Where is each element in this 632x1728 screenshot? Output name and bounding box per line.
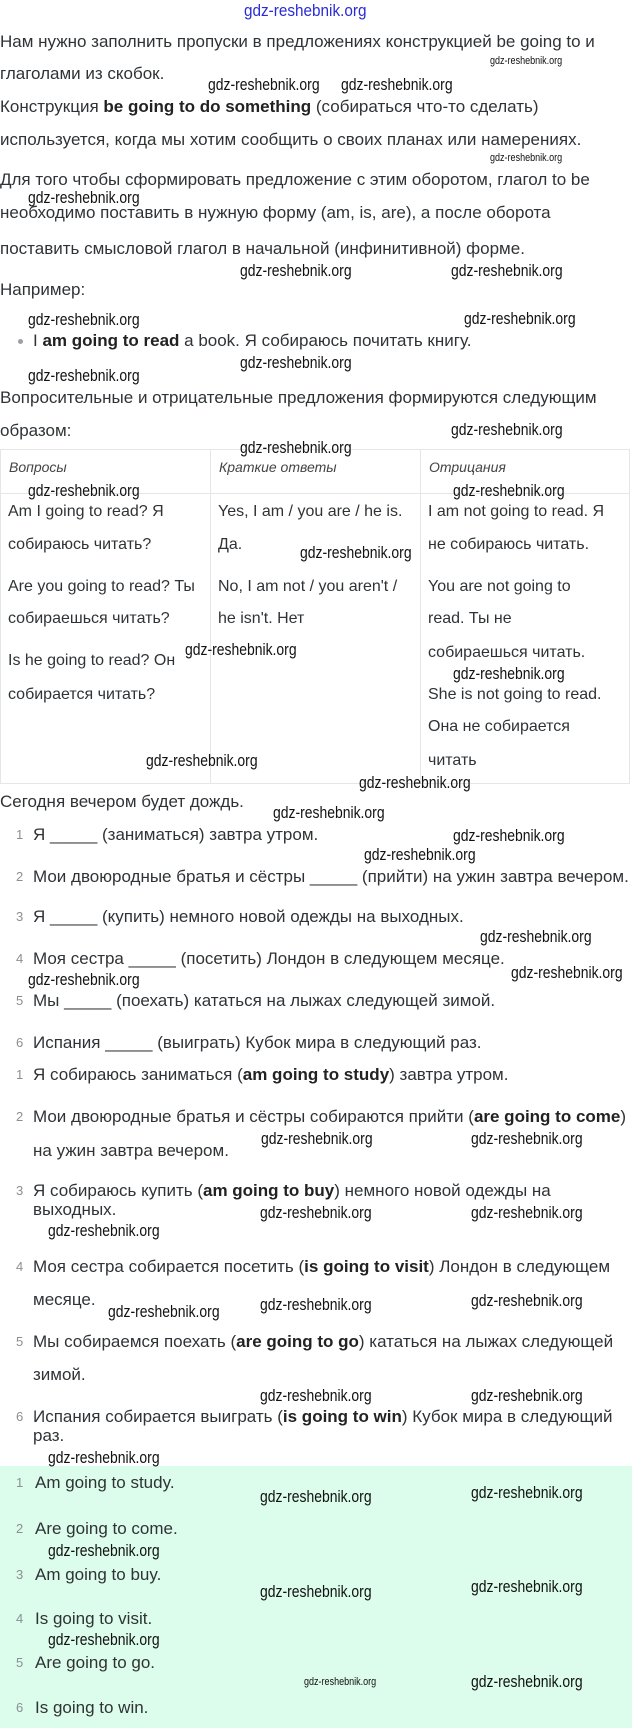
item-number: 6 bbox=[16, 1409, 24, 1424]
table-header-negations: Отрицания bbox=[429, 459, 506, 475]
text: ) кататься на лыжах следующей bbox=[358, 1332, 614, 1351]
task-title: Сегодня вечером будет дождь. bbox=[0, 792, 244, 811]
watermark-text: gdz-reshebnik.org bbox=[304, 1676, 377, 1688]
intro-line: образом: bbox=[0, 421, 72, 440]
watermark-text: gdz-reshebnik.org bbox=[261, 1129, 373, 1148]
item-number: 4 bbox=[16, 1259, 24, 1274]
intro-line: глаголами из скобок. bbox=[0, 64, 165, 83]
table-cell-line: собирается читать? bbox=[8, 686, 156, 703]
text: Конструкция bbox=[0, 97, 104, 116]
column-divider bbox=[420, 450, 421, 783]
watermark-text: gdz-reshebnik.org bbox=[260, 1295, 372, 1314]
table-cell-line: не собираюсь читать. bbox=[428, 536, 590, 553]
text: (собираться что-то сделать) bbox=[311, 97, 539, 116]
intro-line: Для того чтобы сформировать предложение с этим оборотом, глагол to be bbox=[0, 170, 590, 189]
column-divider bbox=[210, 450, 211, 783]
watermark-text: gdz-reshebnik.org bbox=[28, 188, 140, 207]
table-cell-line: собираешься читать? bbox=[8, 610, 170, 627]
item-number: 2 bbox=[16, 869, 24, 884]
item-number: 2 bbox=[16, 1521, 24, 1536]
watermark-text: gdz-reshebnik.org bbox=[341, 75, 453, 94]
text: Испания собирается выиграть ( bbox=[33, 1407, 283, 1426]
item-number: 5 bbox=[16, 1334, 24, 1349]
watermark-text: gdz-reshebnik.org bbox=[185, 640, 297, 659]
bold-text: am going to study bbox=[242, 1065, 390, 1084]
text: ) завтра утром. bbox=[389, 1065, 509, 1084]
table-cell-line: No, I am not / you aren't / bbox=[218, 578, 398, 595]
translation-item-continued: месяце. bbox=[33, 1290, 96, 1309]
watermark-text: gdz-reshebnik.org bbox=[28, 310, 140, 329]
table-header-short-answers: Краткие ответы bbox=[219, 459, 337, 475]
item-number: 6 bbox=[16, 1700, 24, 1715]
translation-item bbox=[33, 1331, 613, 1353]
watermark-text: gdz-reshebnik.org bbox=[28, 481, 140, 500]
watermark-text: gdz-reshebnik.org bbox=[490, 152, 563, 164]
watermark-text: gdz-reshebnik.org bbox=[300, 543, 412, 562]
watermark-text: gdz-reshebnik.org bbox=[471, 1291, 583, 1310]
intro-line: поставить смысловой глагол в начальной (инфинитивной) форме. bbox=[0, 239, 525, 258]
item-number: 3 bbox=[16, 1567, 24, 1582]
watermark-text: gdz-reshebnik.org bbox=[471, 1672, 583, 1691]
watermark-text: gdz-reshebnik.org bbox=[146, 751, 258, 770]
item-number: 6 bbox=[16, 1035, 24, 1050]
watermark-text: gdz-reshebnik.org bbox=[471, 1386, 583, 1405]
watermark-text: gdz-reshebnik.org bbox=[273, 803, 385, 822]
answer-item: Are going to come. bbox=[35, 1519, 178, 1538]
intro-line: необходимо поставить в нужную форму (am, is, are), а после оборота bbox=[0, 203, 551, 222]
text: I bbox=[33, 331, 43, 350]
watermark-text: gdz-reshebnik.org bbox=[48, 1448, 160, 1467]
text: ) Лондон в следующем bbox=[428, 1257, 611, 1276]
watermark-text: gdz-reshebnik.org bbox=[471, 1577, 583, 1596]
watermark-text: gdz-reshebnik.org bbox=[240, 438, 352, 457]
bullet-icon bbox=[18, 339, 23, 344]
watermark-text: gdz-reshebnik.org bbox=[240, 261, 352, 280]
watermark-text: gdz-reshebnik.org bbox=[48, 1541, 160, 1560]
watermark-text: gdz-reshebnik.org bbox=[471, 1483, 583, 1502]
text: ) Кубок мира в следующий bbox=[401, 1407, 613, 1426]
table-cell-line: Да. bbox=[218, 536, 243, 553]
intro-line: Вопросительные и отрицательные предложения формируются следующим bbox=[0, 388, 597, 407]
item-number: 4 bbox=[16, 951, 24, 966]
example-label: Например: bbox=[0, 280, 86, 299]
table-header-questions: Вопросы bbox=[9, 459, 67, 475]
watermark-text: gdz-reshebnik.org bbox=[490, 55, 563, 67]
table-cell-line: She is not going to read. bbox=[428, 686, 602, 703]
item-number: 2 bbox=[16, 1109, 24, 1124]
table-cell-line: read. Ты не bbox=[428, 610, 512, 627]
item-number: 5 bbox=[16, 1655, 24, 1670]
text: ) bbox=[620, 1107, 627, 1126]
intro-line: используется, когда мы хотим сообщить о своих планах или намерениях. bbox=[0, 130, 582, 149]
text: Мы собираемся поехать ( bbox=[33, 1332, 237, 1351]
task-item: Мои двоюродные братья и сёстры _____ (прийти) на ужин завтра вечером. bbox=[33, 867, 629, 886]
intro-line bbox=[0, 96, 539, 118]
bold-text: am going to read bbox=[42, 331, 180, 350]
translation-item bbox=[33, 1406, 612, 1428]
task-item: Я _____ (заниматься) завтра утром. bbox=[33, 825, 319, 844]
table-cell-line: Are you going to read? Ты bbox=[8, 578, 195, 595]
table-cell-line: читать bbox=[428, 752, 477, 769]
watermark-text: gdz-reshebnik.org bbox=[359, 773, 471, 792]
watermark-text: gdz-reshebnik.org bbox=[48, 1630, 160, 1649]
translation-item bbox=[33, 1106, 626, 1128]
watermark-text: gdz-reshebnik.org bbox=[453, 664, 565, 683]
watermark-text: gdz-reshebnik.org bbox=[260, 1487, 372, 1506]
translation-item bbox=[33, 1064, 508, 1086]
text: a book. Я собираюсь почитать книгу. bbox=[179, 331, 472, 350]
answer-item: Am going to buy. bbox=[35, 1565, 162, 1584]
bold-text: are going to come bbox=[473, 1107, 621, 1126]
table-cell-line: Am I going to read? Я bbox=[8, 503, 164, 520]
table-cell-line: Yes, I am / you are / he is. bbox=[218, 503, 403, 520]
bold-text: is going to visit bbox=[304, 1257, 429, 1276]
text: Моя сестра собирается посетить ( bbox=[33, 1257, 305, 1276]
task-item: Я _____ (купить) немного новой одежды на выходных. bbox=[33, 907, 464, 926]
example-item bbox=[33, 330, 471, 352]
watermark-text: gdz-reshebnik.org bbox=[48, 1221, 160, 1240]
bold-text: am going to buy bbox=[202, 1181, 335, 1200]
text: Я собираюсь купить ( bbox=[33, 1181, 203, 1200]
watermark-text: gdz-reshebnik.org bbox=[480, 927, 592, 946]
table-cell-line: I am not going to read. Я bbox=[428, 503, 605, 520]
answer-item: Are going to go. bbox=[35, 1653, 156, 1672]
translation-item-continued: на ужин завтра вечером. bbox=[33, 1141, 229, 1160]
watermark-text: gdz-reshebnik.org bbox=[464, 309, 576, 328]
watermark-text: gdz-reshebnik.org bbox=[260, 1203, 372, 1222]
watermark-text: gdz-reshebnik.org bbox=[260, 1386, 372, 1405]
task-item: Моя сестра _____ (посетить) Лондон в следующем месяце. bbox=[33, 949, 505, 968]
answer-item: Is going to win. bbox=[35, 1698, 149, 1717]
bold-text: are going to go bbox=[236, 1332, 359, 1351]
item-number: 5 bbox=[16, 993, 24, 1008]
item-number: 1 bbox=[16, 827, 24, 842]
answer-item: Am going to study. bbox=[35, 1473, 175, 1492]
task-item: Испания _____ (выиграть) Кубок мира в следующий раз. bbox=[33, 1033, 482, 1052]
watermark-text: gdz-reshebnik.org bbox=[208, 75, 320, 94]
translation-item-continued: раз. bbox=[33, 1426, 65, 1445]
item-number: 1 bbox=[16, 1475, 24, 1490]
bold-text: is going to win bbox=[282, 1407, 402, 1426]
text: Мои двоюродные братья и сёстры собираются прийти ( bbox=[33, 1107, 474, 1126]
watermark-text: gdz-reshebnik.org bbox=[260, 1582, 372, 1601]
text: ) немного новой одежды на bbox=[334, 1181, 551, 1200]
table-cell-line: Она не собирается bbox=[428, 718, 570, 735]
task-item: Мы _____ (поехать) кататься на лыжах следующей зимой. bbox=[33, 991, 496, 1010]
table-cell-line: Is he going to read? Он bbox=[8, 652, 176, 669]
watermark-text: gdz-reshebnik.org bbox=[108, 1302, 220, 1321]
table-cell-line: собираюсь читать? bbox=[8, 536, 152, 553]
intro-line: Нам нужно заполнить пропуски в предложениях конструкцией be going to и bbox=[0, 32, 595, 51]
site-watermark-header: gdz-reshebnik.org bbox=[244, 1, 367, 20]
watermark-text: gdz-reshebnik.org bbox=[451, 261, 563, 280]
watermark-text: gdz-reshebnik.org bbox=[451, 420, 563, 439]
item-number: 3 bbox=[16, 909, 24, 924]
watermark-text: gdz-reshebnik.org bbox=[453, 481, 565, 500]
table-cell-line: собираешься читать. bbox=[428, 644, 586, 661]
table-cell-line: You are not going to bbox=[428, 578, 571, 595]
watermark-text: gdz-reshebnik.org bbox=[471, 1129, 583, 1148]
translation-item bbox=[33, 1256, 610, 1278]
watermark-text: gdz-reshebnik.org bbox=[240, 353, 352, 372]
watermark-text: gdz-reshebnik.org bbox=[471, 1203, 583, 1222]
bold-text: be going to do something bbox=[103, 97, 312, 116]
watermark-text: gdz-reshebnik.org bbox=[364, 845, 476, 864]
translation-item-continued: выходных. bbox=[33, 1200, 117, 1219]
watermark-text: gdz-reshebnik.org bbox=[453, 826, 565, 845]
item-number: 1 bbox=[16, 1067, 24, 1082]
text: Я собираюсь заниматься ( bbox=[33, 1065, 243, 1084]
table-cell-line: he isn't. Нет bbox=[218, 610, 305, 627]
watermark-text: gdz-reshebnik.org bbox=[28, 970, 140, 989]
item-number: 4 bbox=[16, 1611, 24, 1626]
watermark-text: gdz-reshebnik.org bbox=[28, 366, 140, 385]
translation-item-continued: зимой. bbox=[33, 1365, 86, 1384]
watermark-text: gdz-reshebnik.org bbox=[511, 963, 623, 982]
answer-item: Is going to visit. bbox=[35, 1609, 153, 1628]
item-number: 3 bbox=[16, 1183, 24, 1198]
